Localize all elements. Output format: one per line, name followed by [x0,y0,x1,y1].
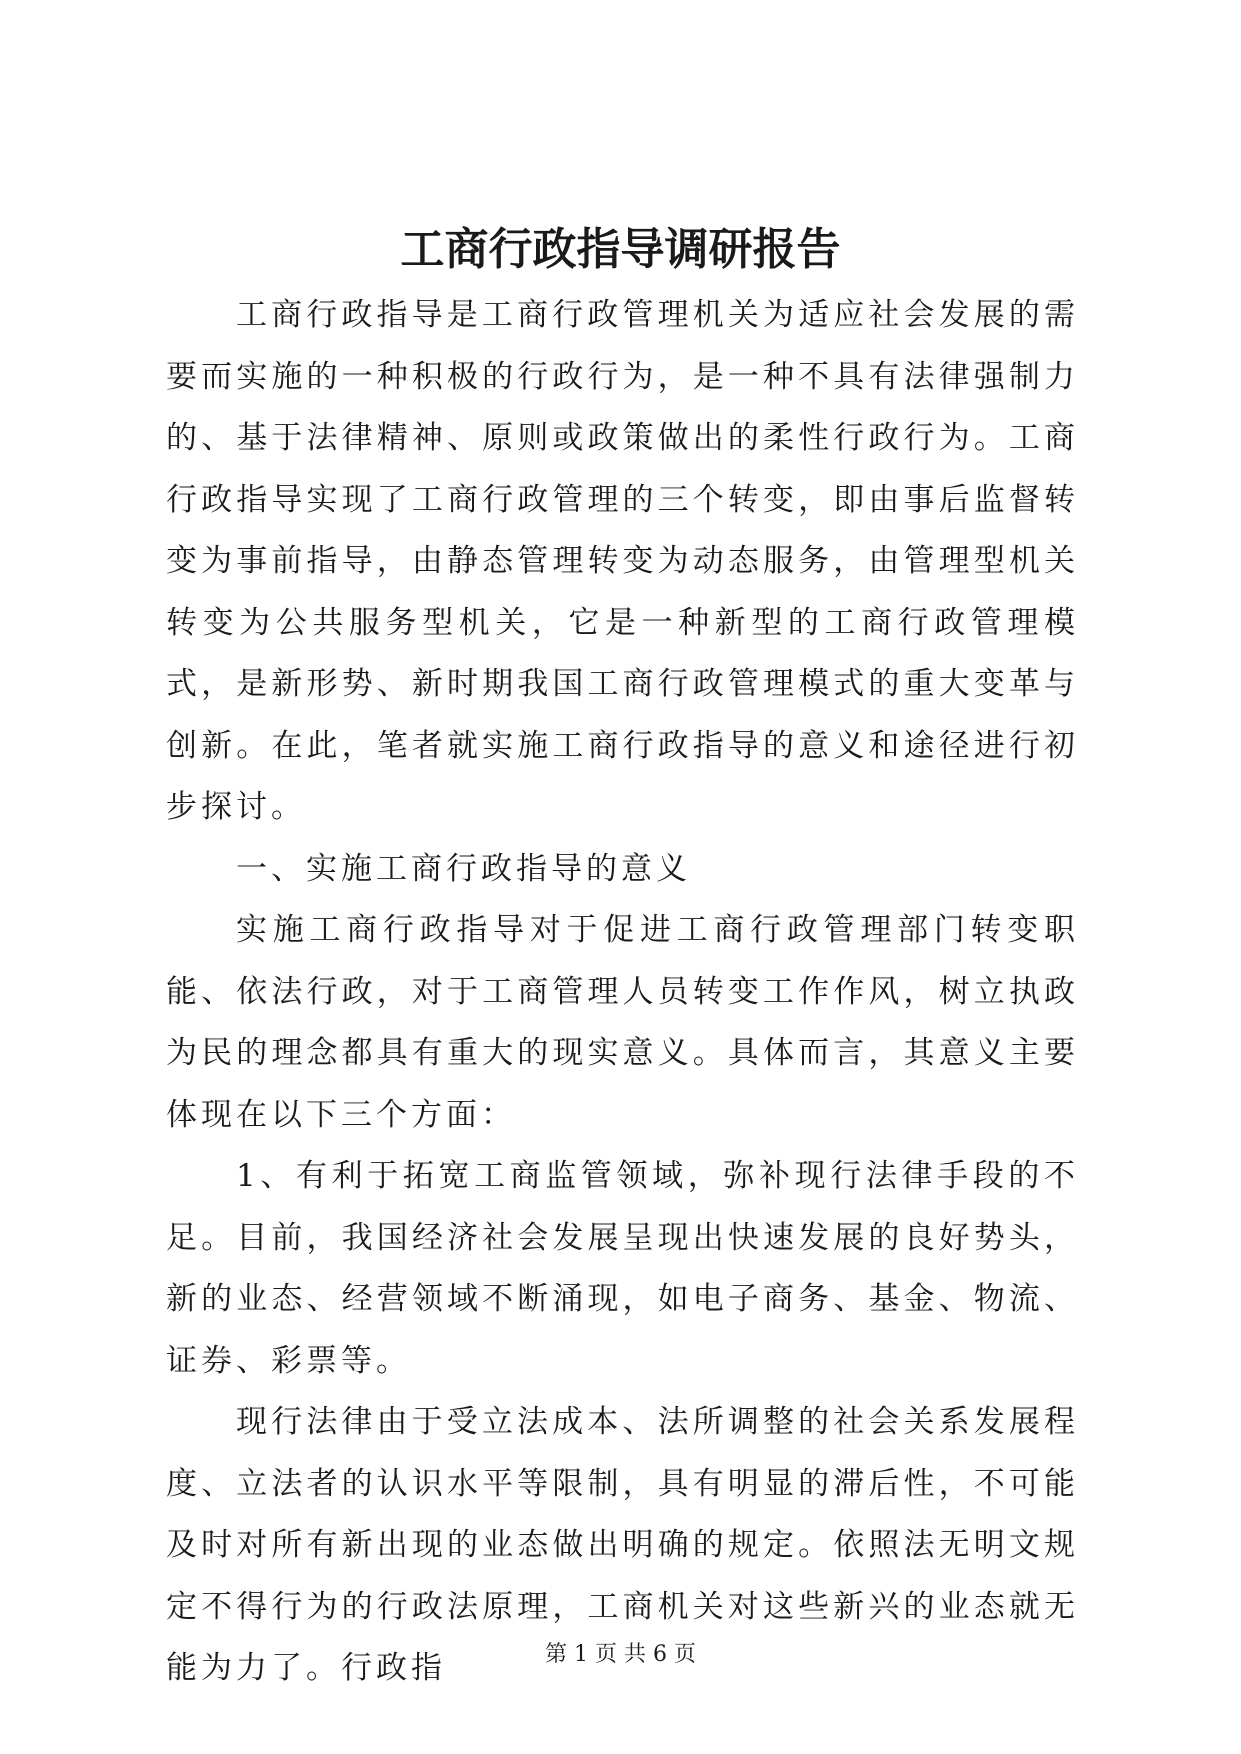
paragraph-significance: 实施工商行政指导对于促进工商行政管理部门转变职能、依法行政，对于工商管理人员转变工作作风，树立执政为民的理念都具有重大的现实意义。具体而言，其意义主要体现在以下三个方面： [166,912,1079,1133]
section-heading-significance: 一、实施工商行政指导的意义 [236,850,691,887]
paragraph-point-1: 1、有利于拓宽工商监管领域，弥补现行法律手段的不足。目前，我国经济社会发展呈现出快速发展的良好势头，新的业态、经营领域不断涌现，如电子商务、基金、物流、证券、彩票等。 [166,1158,1079,1379]
paragraph-intro: 工商行政指导是工商行政管理机关为适应社会发展的需要而实施的一种积极的行政行为，是一种不具有法律强制力的、基于法律精神、原则或政策做出的柔性行政行为。工商行政指导实现了工商行政管理的三个转变，即由事后监督转变为事前指导，由静态管理转变为动态服务，由管理型机关转变为公共服务型机关，它是一种新型的工商行政管理模式，是新形势、新时期我国工商行政管理模式的重大变革与创新。在此，笔者就实施工商行政指导的意义和途径进行初步探讨。 [166,297,1079,825]
page-footer: 第 1 页 共 6 页 [545,1642,696,1667]
paragraph-law-lag: 现行法律由于受立法成本、法所调整的社会关系发展程度、立法者的认识水平等限制，具有明显的滞后性，不可能及时对所有新出现的业态做出明确的规定。依照法无明文规定不得行为的行政法原理，工商机关对这些新兴的业态就无能为力了。行政指 [166,1404,1079,1686]
document-body [166,285,1079,1700]
document-title: 工商行政指导调研报告 [400,224,841,275]
